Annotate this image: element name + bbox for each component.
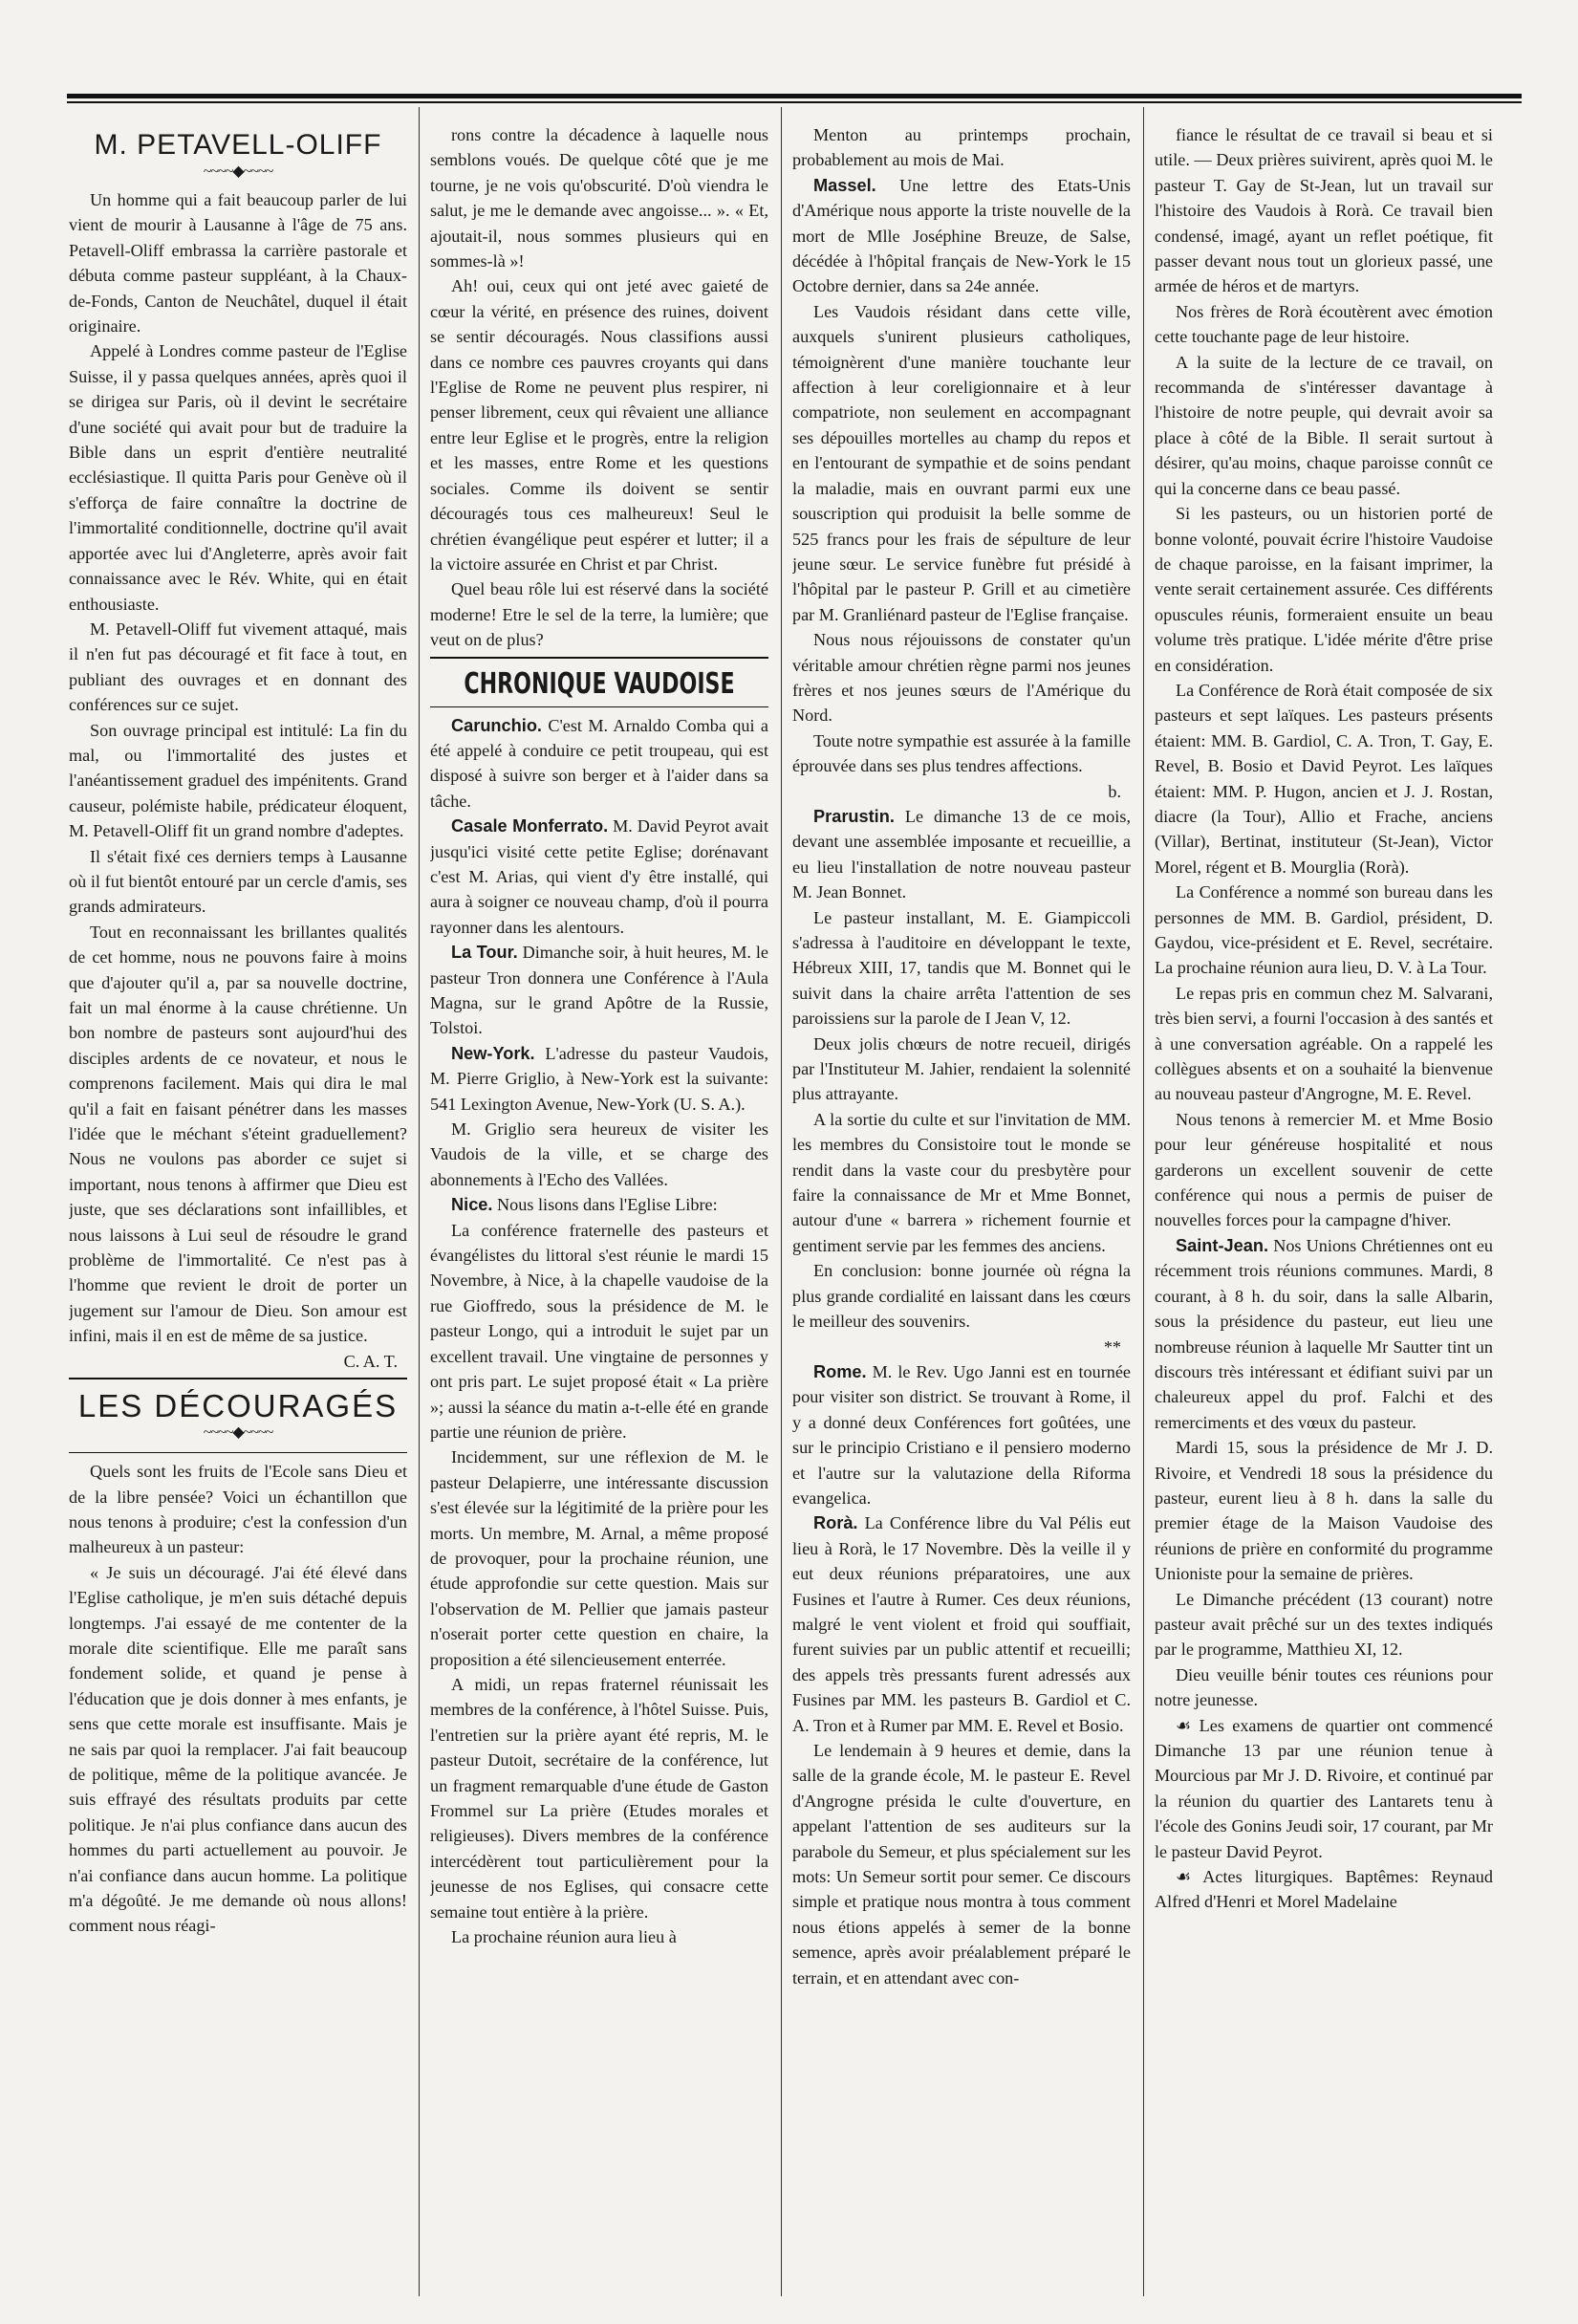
column-3	[792, 122, 1131, 2292]
column-4	[1155, 122, 1493, 2292]
column-2	[430, 122, 768, 2292]
section-title: CHRONIQUE VAUDOISE	[464, 666, 735, 701]
paragraph: A midi, un repas fraternel réunissait les membres de la conférence, à l'hôtel Suisse. Puis, l'entretien sur la prière ayant été repris, M. le pasteur Dutoit, secrétaire de la conférence, lut un fragment remarquable d'une étude de Gaston Frommel sur La prière (Etudes morales et religieuses). Divers membres de la conférence intercédèrent tout particulièrement pour la jeunesse de nos Eglises, qui consacre cette semaine tout entière à la prière.	[430, 1674, 768, 1922]
news-heading: Rorà.	[813, 1513, 858, 1533]
paragraph: Nous tenons à remercier M. et Mme Bosio pour leur généreuse hospitalité et nous garderons un excellent souvenir de cette conférence qui nous a permis de puiser de nouvelles forces pour la campagne d'hiver.	[1155, 1109, 1493, 1230]
news-item	[792, 173, 1131, 299]
paragraph: Mardi 15, sous la présidence de Mr J. D. Rivoire, et Vendredi 18 sous la présidence du pasteur, eurent lieu à 8 h. dans la salle du premier étage de la Maison Vaudoise des réunions de prière en conformité du programme Unioniste pour la semaine de prières.	[1155, 1438, 1493, 1584]
news-item	[430, 814, 768, 940]
news-heading: Carunchio.	[451, 715, 542, 735]
news-item	[430, 940, 768, 1041]
news-heading: Massel.	[813, 175, 876, 195]
paragraph: Quels sont les fruits de l'Ecole sans Dieu et de la libre pensée? Voici un échantillon que nous tenons à produire; c'est la confession d'un malheureux à un pasteur:	[69, 1462, 407, 1557]
paragraph: Incidemment, sur une réflexion de M. le pasteur Delapierre, une intéressante discussion s'est élevée sur la légitimité de la prière pour les morts. Un membre, M. Arnal, a même proposé de provoquer, pour la prochaine réunion, une étude approfondie sur cette question. Mais sur l'observation de M. Pellier que jamais pasteur n'oserait porter cette question en chaire, la proposition a été silencieusement enterrée.	[430, 1447, 768, 1669]
top-rule-thin	[67, 101, 1522, 103]
news-item	[430, 713, 768, 814]
news-item	[792, 1510, 1131, 1738]
news-item	[430, 1192, 768, 1217]
title-ornament: ~~~~◆~~~~	[203, 163, 273, 180]
paragraph: Si les pasteurs, ou un historien porté de bonne volonté, pouvait écrire l'histoire Vaudoise de chaque paroisse, en la faisant imprimer, la vente serait certainement assurée. Ces différents opuscules réunis, formeraient ensuite un beau volume très pratique. L'idée mérite d'être prise en considération.	[1155, 504, 1493, 675]
article-title-frame	[69, 1378, 407, 1453]
paragraph: M. Griglio sera heureux de visiter les Vaudois de la ville, et se charge des abonnements à l'Echo des Vallées.	[430, 1119, 768, 1189]
news-heading: Casale Monferrato.	[451, 816, 609, 836]
top-rule	[67, 94, 1522, 98]
paragraph: Dieu veuille bénir toutes ces réunions pour notre jeunesse.	[1155, 1664, 1493, 1710]
news-text: L'adresse du pasteur Vaudois, M. Pierre Griglio, à New-York est la suivante: 541 Lexington Avenue, New-York (U. S. A.).	[430, 1043, 768, 1114]
paragraph: Toute notre sympathie est assurée à la famille éprouvée dans ses plus tendres affections.	[792, 730, 1131, 776]
news-item	[430, 1041, 768, 1117]
news-item	[1155, 1233, 1493, 1435]
paragraph: A la suite de la lecture de ce travail, on recommanda de s'intéresser davantage à l'histoire de notre peuple, qui devrait avoir sa place à côté de la Bible. Il serait surtout à désirer, qu'au moins, chaque paroisse connût ce qui la concerne dans ce beau passé.	[1155, 352, 1493, 498]
paragraph: Deux jolis chœurs de notre recueil, dirigés par l'Instituteur M. Jahier, rendaient la solennité plus attrayante.	[792, 1033, 1131, 1104]
paragraph: M. Petavell-Oliff fut vivement attaqué, mais il n'en fut pas découragé et fit face à tout, en publiant des ouvrages et en donnant des conférences sur ce sujet.	[69, 619, 407, 715]
news-text: Une lettre des Etats-Unis d'Amérique nous apporte la triste nouvelle de la mort de Mlle Joséphine Breuze, de Salse, décédée à l'hôpital français de New-York le 15 Octobre dernier, dans sa 24e année.	[792, 175, 1131, 296]
signature: b.	[1108, 781, 1121, 801]
paragraph: Il s'était fixé ces derniers temps à Lausanne où il fut bientôt entouré par un cercle d'amis, ses grands admirateurs.	[69, 846, 407, 917]
article-title: LES DÉCOURAGÉS	[77, 1388, 399, 1424]
news-item	[792, 804, 1131, 905]
paragraph: ☙ Actes liturgiques. Baptêmes: Reynaud Alfred d'Henri et Morel Madelaine	[1155, 1867, 1493, 1912]
paragraph: La Conférence de Rorà était composée de six pasteurs et sept laïques. Les pasteurs présents étaient: MM. B. Gardiol, C. A. Tron, T. Gay, E. Revel, B. Bosio et David Peyrot. Les laïques étaient: MM. P. Hugon, ancien et J. J. Rostan, diacre (la Tour), Allio et Frache, anciens (Villar), Bertinat, instituteur (St-Jean), Victor Morel, régent et B. Mourglia (Rorà).	[1155, 680, 1493, 877]
section-title-frame	[430, 657, 768, 707]
paragraph: Quel beau rôle lui est réservé dans la société moderne! Etre le sel de la terre, la lumière; que veut on de plus?	[430, 579, 768, 650]
paragraph: Son ouvrage principal est intitulé: La fin du mal, ou l'immortalité des justes et l'anéantissement graduel des impénitents. Grand causeur, polémiste habile, prédicateur éloquent, M. Petavell-Oliff fit un grand nombre d'adeptes.	[69, 720, 407, 841]
paragraph: A la sortie du culte et sur l'invitation de MM. les membres du Consistoire tout le monde se rendit dans la vaste cour du presbytère pour faire la connaissance de Mr et Mme Bonnet, autour d'une « barrera » richement fournie et gentiment servie par les femmes des anciens.	[792, 1109, 1131, 1255]
signature: **	[1103, 1336, 1121, 1357]
column-1	[69, 122, 407, 2292]
news-text: C'est M. Arnaldo Comba qui a été appelé à conduire ce petit troupeau, qui est disposé à suivre son berger et à l'aider dans sa tâche.	[430, 715, 768, 811]
paragraph: Nos frères de Rorà écoutèrent avec émotion cette touchante page de leur histoire.	[1155, 301, 1493, 347]
paragraph: En conclusion: bonne journée où régna la plus grande cordialité en laissant dans les cœurs le meilleur des souvenirs.	[792, 1261, 1131, 1332]
news-text: La Conférence libre du Val Pélis eut lieu à Rorà, le 17 Novembre. Dès la veille il y eut deux réunions préparatoires, une aux Fusines et l'autre à Rumer. Ces deux réunions, malgré le vent violent et froid qui souffiait, furent suivies par un public attentif et recueilli; des appels très pressants furent adressés aux Fusines par MM. les pasteurs B. Gardiol et C. A. Tron et à Rumer par MM. E. Revel et Bosio.	[792, 1513, 1131, 1735]
paragraph: La Conférence a nommé son bureau dans les personnes de MM. B. Gardiol, président, D. Gaydou, vice-président et E. Revel, secrétaire. La prochaine réunion aura lieu, D. V. à La Tour.	[1155, 882, 1493, 978]
column-divider	[419, 107, 420, 2296]
news-heading: Saint-Jean.	[1176, 1235, 1269, 1255]
news-heading: Prarustin.	[813, 806, 895, 826]
paragraph: « Je suis un découragé. J'ai été élevé dans l'Eglise catholique, je m'en suis détaché depuis longtemps. J'ai essayé de me contenter de la morale dite scientifique. Elle me paraît sans fondement solide, et quand je pense à l'éducation que je dois donner à mes enfants, je sens que cette morale est insuffisante. Mais je ne sais par quoi la remplacer. J'ai fait beaucoup de politique, même de la politique avancée. Je suis effrayé des résultats produits par cette politique. Je n'ai plus confiance dans aucun des hommes du parti actuellement au pouvoir. Je n'ai confiance dans aucun homme. La politique m'a dégoûté. Je me demande où nous allons! comment nous réagi-	[69, 1562, 407, 1936]
column-divider	[781, 107, 782, 2296]
news-heading: Nice.	[451, 1195, 493, 1215]
paragraph: La conférence fraternelle des pasteurs et évangélistes du littoral s'est réunie le mardi 15 Novembre, à Nice, à la chapelle vaudoise de la rue Gioffredo, sous la présidence de M. le pasteur Longo, qui a introduit le sujet par un excellent travail. Une vingtaine de personnes y ont pris part. Le sujet proposé était « La prière »; aussi la séance du matin a-t-elle été en grande partie une réunion de prière.	[430, 1220, 768, 1442]
paragraph: Un homme qui a fait beaucoup parler de lui vient de mourir à Lausanne à l'âge de 75 ans. Petavell-Oliff embrassa la carrière pastorale et débuta comme pasteur suppléant, à la Chaux-de-Fonds, Canton de Neuchâtel, duquel il était originaire.	[69, 190, 407, 337]
paragraph: rons contre la décadence à laquelle nous semblons voués. De quelque côté que je me tourne, je ne vois qu'obscurité. D'où viendra le salut, je me le demande avec angoisse... ». « Et, ajoutait-il, nous sommes plusieurs qui en sommes-là »!	[430, 125, 768, 271]
column-divider	[1143, 107, 1144, 2296]
signature: C. A. T.	[343, 1351, 398, 1371]
news-heading: La Tour.	[451, 943, 518, 963]
article-title: M. PETAVELL-OLIFF	[94, 129, 382, 161]
paragraph: Tout en reconnaissant les brillantes qualités de cet homme, nous ne pouvons faire à moins que d'ajouter qu'il a, par sa nouvelle doctrine, fait un mal énorme à la cause chrétienne. Un bon nombre de pasteurs sont aujourd'hui des disciples ardents de ce novateur, et nous le comprenons facilement. Mais qui dira le mal qu'il a fait en faisant pénétrer dans les masses l'idée que le méchant s'éteint graduellement? Nous ne voulons pas aborder ce sujet si important, nous tenons à affirmer que Dieu est juste, que ses déclarations sont infaillibles, et nous laissons à Lui seul de résoudre le grand problème de l'immortalité. Ce n'est pas à l'homme que revient le droit de porter un jugement sur l'amour de Dieu. Son amour est infini, mais il en est de même de sa justice.	[69, 922, 407, 1346]
news-text: M. le Rev. Ugo Janni est en tournée pour visiter son district. Se trouvant à Rome, il y a donné deux Conférences fort goûtées, une sur le principio Cristiano e il pensiero moderno et l'autre sur la valutazione della Riforma evangelica.	[792, 1361, 1131, 1508]
paragraph: Ah! oui, ceux qui ont jeté avec gaieté de cœur la vérité, en présence des ruines, doivent se sentir découragés. Nous classifions aussi dans ce nombre ces pauvres croyants qui dans l'Eglise de Rome ne peuvent plus respirer, ni penser librement, ceux qui rêvaient une alliance entre leur Eglise et le progrès, entre la religion et les masses, entre Rome et les questions sociales. Comme ils doivent se sentir découragés tous ces malheureux! Seul le chrétien évangélique peut espérer et lutter; il a la victoire assurée en Christ et par Christ.	[430, 276, 768, 574]
paragraph: Le lendemain à 9 heures et demie, dans la salle de la grande école, M. le pasteur E. Revel d'Angrogne présida le culte d'ouverture, en appelant l'attention de ses auditeurs sur la parabole du Semeur, et plus spécialement sur les mots: Un Semeur sortit pour semer. Ce discours simple et pratique nous montra à tous comment nous étions appelés à semer de la bonne semence, après avoir préalablement préparé le terrain, et en attendant avec con-	[792, 1741, 1131, 1987]
news-text: Nous lisons dans l'Eglise Libre:	[492, 1195, 718, 1215]
news-heading: Rome.	[813, 1361, 867, 1381]
news-text: M. David Peyrot avait jusqu'ici visité cette petite Eglise; dorénavant c'est M. Arias, qui vient d'y être installé, qui aura à soigner ce nouveau champ, d'où il pourra rayonner dans les alentours.	[430, 816, 768, 937]
news-heading: New-York.	[451, 1043, 535, 1063]
paragraph: Appelé à Londres comme pasteur de l'Eglise Suisse, il y passa quelques années, après quoi il se dirigea sur Paris, où il devint le secrétaire d'une société qui avait pour but de traduire la Bible dans un esprit d'entière neutralité ecclésiastique. Il quitta Paris pour Genève où il s'efforça de faire connaître la doctrine de l'immortalité conditionnelle, doctrine qu'il avait apportée avec lui d'Angleterre, après avoir fait connaissance avec le Rév. White, qui en était enthousiaste.	[69, 341, 407, 614]
news-item	[792, 1359, 1131, 1510]
paragraph: Les Vaudois résidant dans cette ville, auxquels s'unirent plusieurs catholiques, témoignèrent d'une manière touchante leur affection à leur coreligionnaire et à leur compatriote, non seulement en accompagnant ses dépouilles mortelles au champ du repos et en l'entourant de sympathie et de soins pendant la maladie, mais en ouvrant parmi eux une souscription qui produisit la belle somme de 525 francs pour les frais de sépulture de leur jeune sœur. Le service funèbre fut présidé à l'hôpital par le pasteur P. Grill et au cimetière par M. Granliénard pasteur de l'Eglise française.	[792, 301, 1131, 624]
paragraph: Le Dimanche précédent (13 courant) notre pasteur avait prêché sur un des textes indiqués par le programme, Matthieu XI, 12.	[1155, 1589, 1493, 1660]
paragraph: fiance le résultat de ce travail si beau et si utile. — Deux prières suivirent, après quoi M. le pasteur T. Gay de St-Jean, lut un travail sur l'histoire des Vaudois à Rorà. Ce travail bien condensé, imagé, ayant un reflet poétique, fit passer devant nous tout un glorieux passé, une armée de héros et de martyrs.	[1155, 125, 1493, 296]
paragraph: Nous nous réjouissons de constater qu'un véritable amour chrétien règne parmi nos jeunes frères et nos jeunes sœurs de l'Amérique du Nord.	[792, 630, 1131, 726]
paragraph: Menton au printemps prochain, probablement au mois de Mai.	[792, 125, 1131, 170]
paragraph: Le pasteur installant, M. E. Giampiccoli s'adressa à l'auditoire en développant le texte, Hébreux XIII, 17, tandis que M. Bonnet qui le suivit dans la chaire arrêta l'attention de ses paroissiens sur la parole de I Jean V, 12.	[792, 907, 1131, 1029]
paragraph: Le repas pris en commun chez M. Salvarani, très bien servi, a fourni l'occasion à des santés et à une conversation agréable. On a rappelé les collègues absents et on a souhaité la bienvenue au nouveau pasteur d'Angrogne, M. E. Revel.	[1155, 983, 1493, 1104]
paragraph: ☙ Les examens de quartier ont commencé Dimanche 13 par une réunion tenue à Mourcious par Mr J. D. Rivoire, et continué par la réunion du quartier des Lantarets tenu à l'école des Gonins Jeudi soir, 17 courant, par Mr le pasteur David Peyrot.	[1155, 1715, 1493, 1861]
news-text: Le dimanche 13 de ce mois, devant une assemblée imposante et recueillie, a eu lieu l'installation de notre nouveau pasteur M. Jean Bonnet.	[792, 806, 1131, 902]
title-ornament: ~~~~◆~~~~	[203, 1424, 273, 1442]
paragraph: La prochaine réunion aura lieu à	[451, 1927, 677, 1947]
news-text: Nos Unions Chrétiennes ont eu récemment trois réunions communes. Mardi, 8 courant, à 8 h. du soir, dans la salle Albarin, sous la présidence du pasteur, eut lieu une nombreuse réunion à laquelle Mr Sautter tint un discours très intéressant et édifiant suivi par un chaleureux appel du prof. Falchi et des remerciments et des vœux du pasteur.	[1155, 1235, 1493, 1432]
news-text: Dimanche soir, à huit heures, M. le pasteur Tron donnera une Conférence à l'Aula Magna, sur le grand Apôtre de la Russie, Tolstoi.	[430, 943, 768, 1038]
